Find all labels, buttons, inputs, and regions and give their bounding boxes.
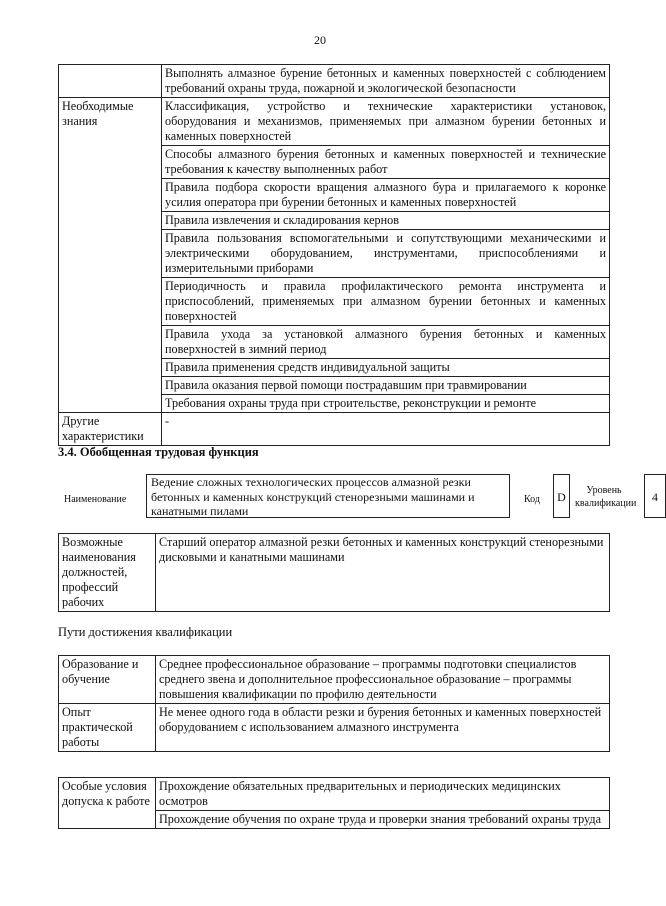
knowledge-item: Правила пользования вспомогательными и сопутствующими механическими и электрическими оборудованием, инструментами, приспособлениями и измерительными приборами bbox=[162, 230, 610, 278]
knowledge-item: Правила применения средств индивидуальной защиты bbox=[162, 359, 610, 377]
other-characteristics-label: Другие характеристики bbox=[59, 413, 162, 446]
education-label: Образование и обучение bbox=[59, 656, 156, 704]
knowledge-item: Способы алмазного бурения бетонных и каменных поверхностей и технические требования к качеству выполненных работ bbox=[162, 146, 610, 179]
table-row bbox=[59, 98, 610, 146]
knowledge-item: Классификация, устройство и технические характеристики установок, оборудования и механизмов, применяемых при алмазном бурении бетонных и каменных поверхностей bbox=[162, 98, 610, 146]
function-name-label: Наименование bbox=[64, 494, 127, 505]
paths-heading: Пути достижения квалификации bbox=[58, 625, 233, 639]
table-row bbox=[59, 656, 610, 704]
positions-value: Старший оператор алмазной резки бетонных и каменных конструкций стенорезными дисковыми и канатными машинами bbox=[156, 534, 610, 612]
experience-value: Не менее одного года в области резки и бурения бетонных и каменных поверхностей оборудованием с использованием алмазного инструмента bbox=[156, 704, 610, 752]
knowledge-item: Периодичность и правила профилактического ремонта инструмента и приспособлений, применяемых при алмазном бурении бетонных и каменных поверхностей bbox=[162, 278, 610, 326]
table-row bbox=[59, 413, 610, 446]
knowledge-item: Правила извлечения и складирования кернов bbox=[162, 212, 610, 230]
positions-label: Возможные наименования должностей, профессий рабочих bbox=[59, 534, 156, 612]
experience-label: Опыт практической работы bbox=[59, 704, 156, 752]
function-name-value: Ведение сложных технологических процессов алмазной резки бетонных и каменных конструкций стенорезными машинами и канатными пилами bbox=[146, 474, 510, 518]
knowledge-label: Необходимые знания bbox=[59, 98, 162, 413]
page-number: 20 bbox=[314, 33, 326, 47]
section-title: 3.4. Обобщенная трудовая функция bbox=[58, 445, 259, 459]
function-code-value: D bbox=[553, 474, 570, 518]
skills-knowledge-table bbox=[58, 64, 610, 446]
function-code-label: Код bbox=[524, 494, 540, 505]
education-value: Среднее профессиональное образование – программы подготовки специалистов среднего звена и дополнительное профессиональное образование – программы повышения квалификации по профилю деятельности bbox=[156, 656, 610, 704]
admission-label: Особые условия допуска к работе bbox=[59, 778, 156, 829]
function-header bbox=[58, 474, 658, 522]
table-row bbox=[59, 778, 610, 811]
skill-item: Выполнять алмазное бурение бетонных и каменных поверхностей с соблюдением требований охраны труда, пожарной и экологической безопасности bbox=[162, 65, 610, 98]
qualification-level-value: 4 bbox=[644, 474, 666, 518]
admission-item: Прохождение обучения по охране труда и проверки знания требований охраны труда bbox=[156, 811, 610, 829]
knowledge-item: Правила оказания первой помощи пострадавшим при травмировании bbox=[162, 377, 610, 395]
empty-label-cell bbox=[59, 65, 162, 98]
table-row bbox=[59, 534, 610, 612]
knowledge-item: Правила подбора скорости вращения алмазного бура и прилагаемого к коронке усилия оператора при бурении бетонных и каменных поверхностей bbox=[162, 179, 610, 212]
knowledge-item: Требования охраны труда при строительстве, реконструкции и ремонте bbox=[162, 395, 610, 413]
admission-item: Прохождение обязательных предварительных и периодических медицинских осмотров bbox=[156, 778, 610, 811]
knowledge-item: Правила ухода за установкой алмазного бурения бетонных и каменных поверхностей в зимний период bbox=[162, 326, 610, 359]
table-row bbox=[59, 704, 610, 752]
education-experience-table bbox=[58, 655, 610, 752]
qualification-level-label: Уровень квалификации bbox=[575, 485, 637, 509]
positions-table bbox=[58, 533, 610, 612]
admission-conditions-table bbox=[58, 777, 610, 829]
table-row bbox=[59, 65, 610, 98]
other-characteristics-value: - bbox=[162, 413, 610, 446]
